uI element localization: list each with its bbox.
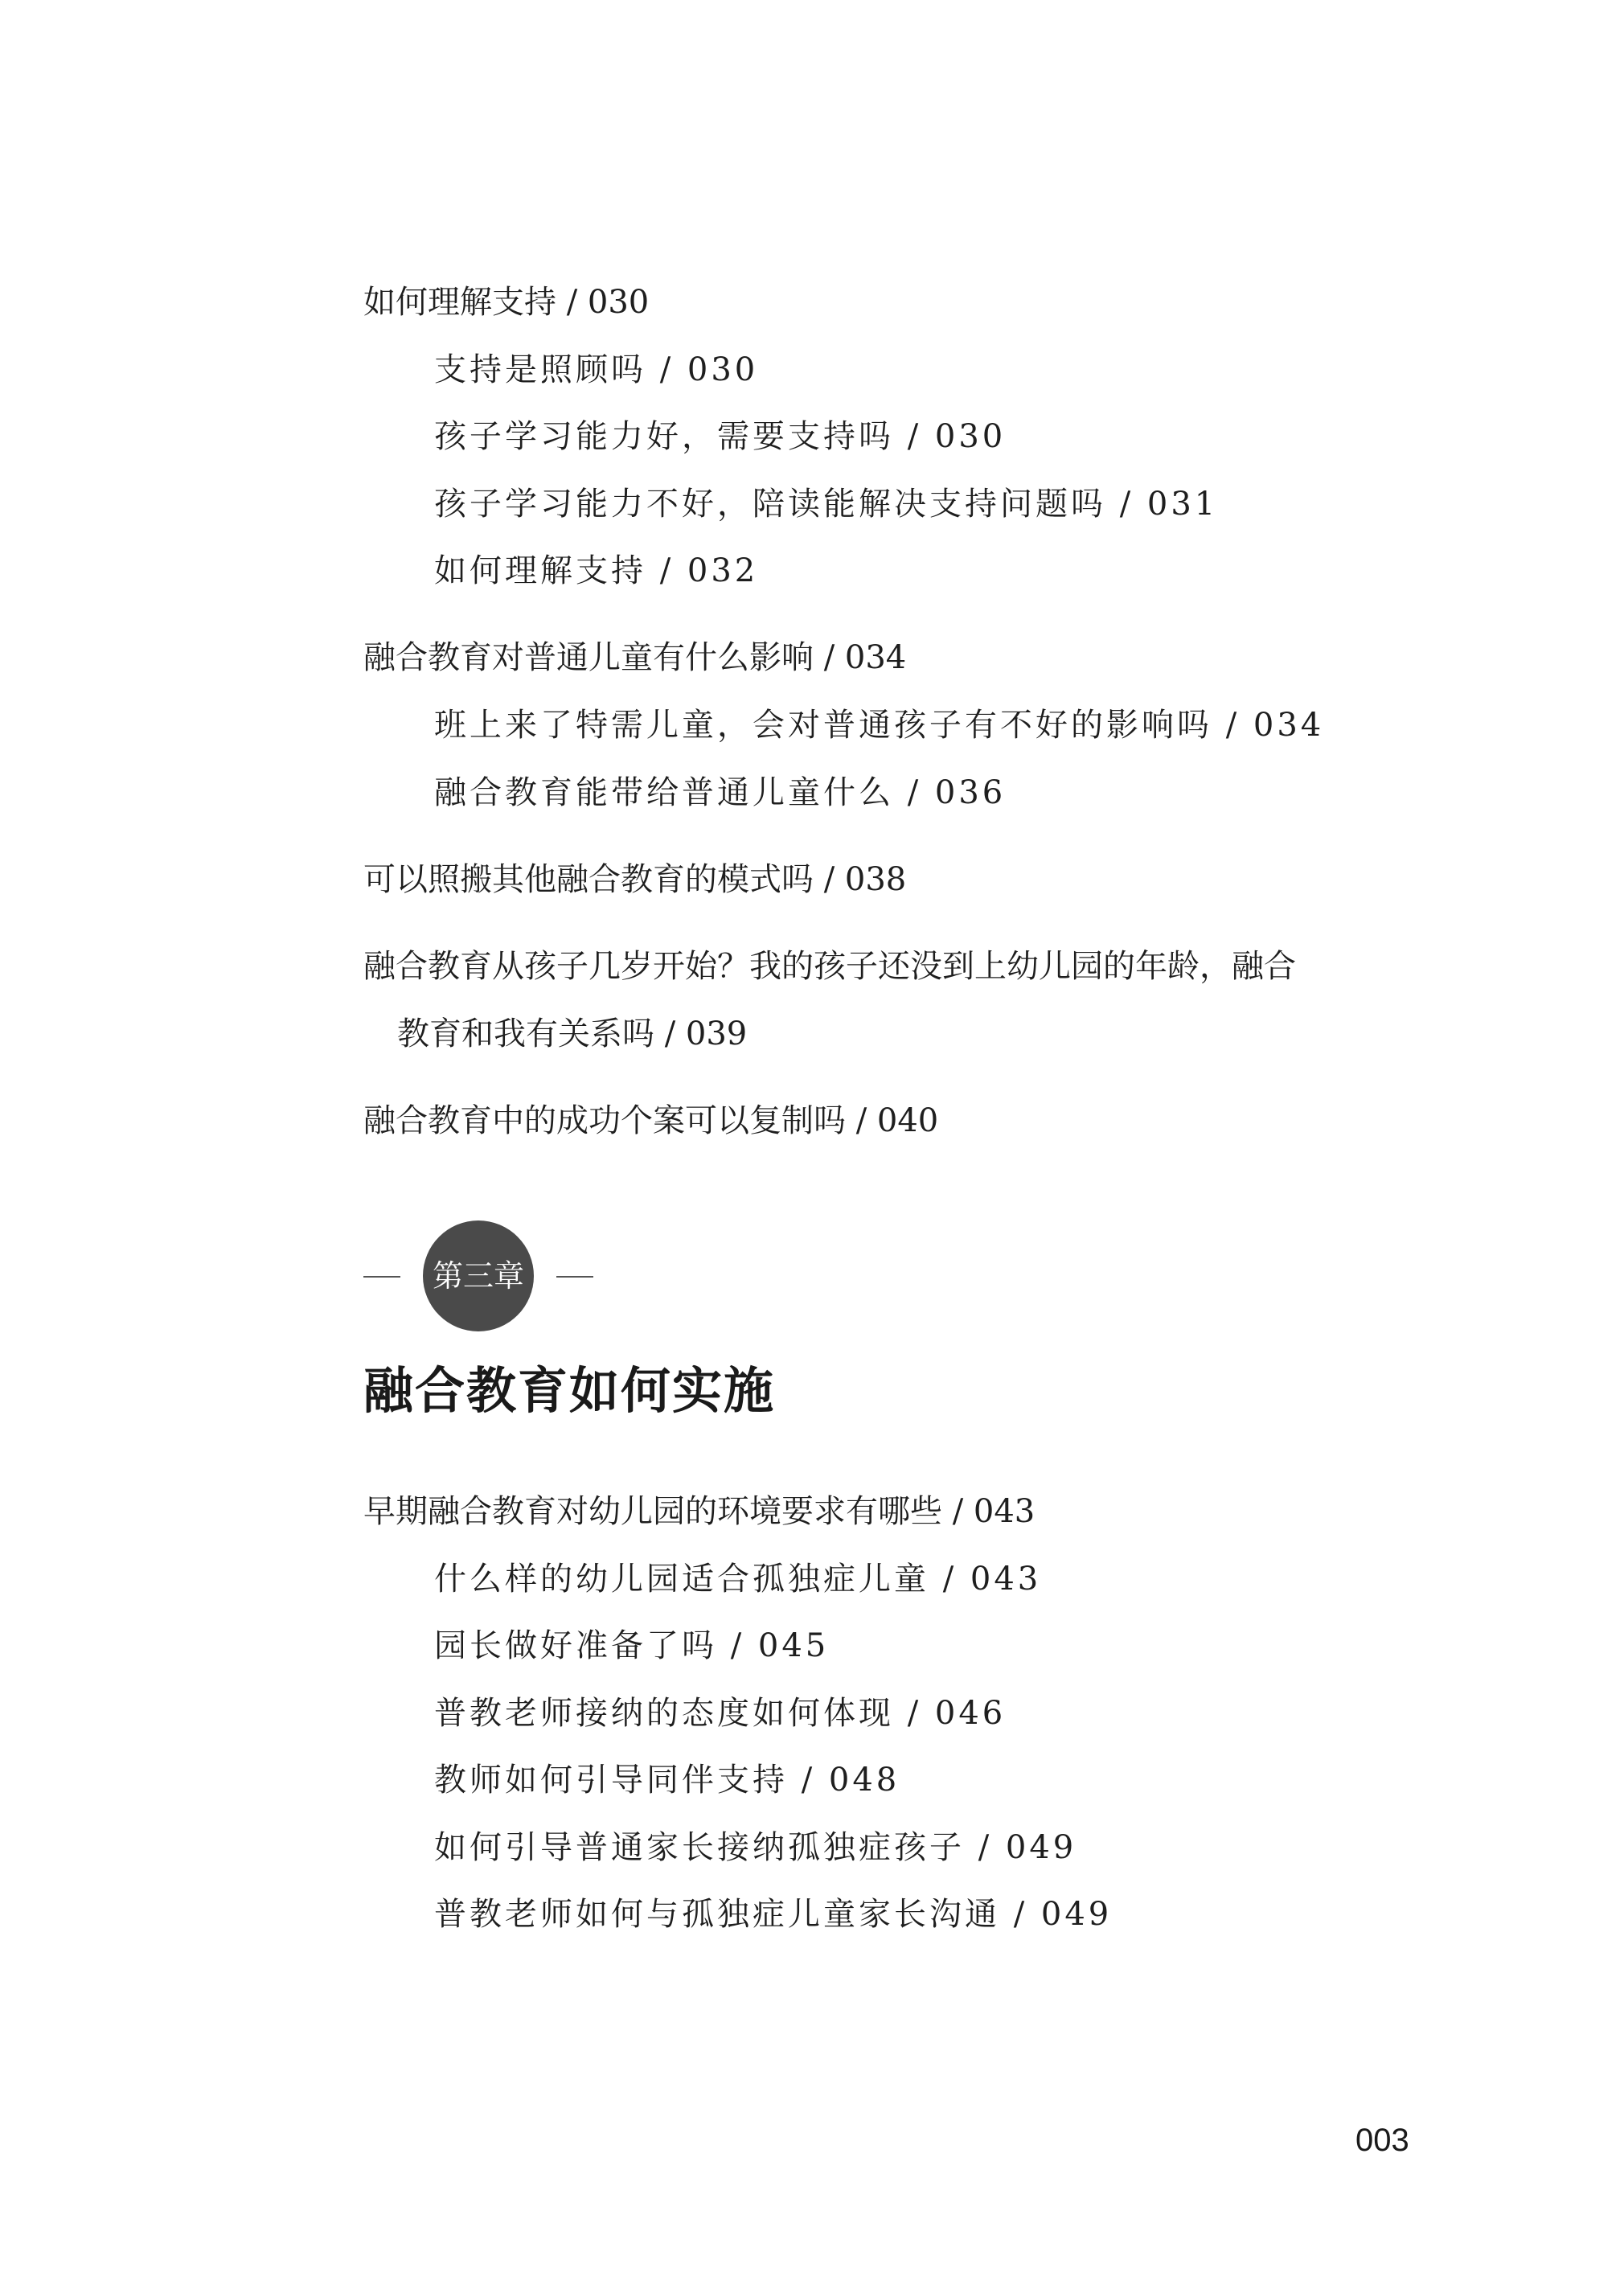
toc-subentry: 园长做好准备了吗 / 045: [434, 1627, 830, 1664]
chapter-dash-right: [556, 1276, 593, 1278]
toc-subentry: 支持是照顾吗 / 030: [434, 351, 759, 388]
toc-entry: 可以照搬其他融合教育的模式吗 / 038: [363, 861, 907, 898]
chapter-title: 融合教育如何实施: [363, 1361, 776, 1420]
toc-entry: 融合教育从孩子几岁开始？我的孩子还没到上幼儿园的年龄，融合: [363, 948, 1296, 985]
toc-subentry: 如何引导普通家长接纳孤独症孩子 / 049: [434, 1829, 1077, 1866]
toc-subentry: 普教老师如何与孤独症儿童家长沟通 / 049: [434, 1896, 1113, 1933]
chapter-badge: 第三章: [423, 1220, 534, 1331]
chapter-heading: [363, 1220, 846, 1333]
chapter-dash-left: [363, 1276, 400, 1278]
toc-entry: 如何理解支持 / 030: [363, 284, 650, 321]
toc-entry-continuation: 教育和我有关系吗 / 039: [397, 1015, 748, 1052]
toc-subentry: 孩子学习能力好，需要支持吗 / 030: [434, 418, 1007, 455]
toc-entry: 早期融合教育对幼儿园的环境要求有哪些 / 043: [363, 1493, 1036, 1530]
toc-subentry: 教师如何引导同伴支持 / 048: [434, 1762, 900, 1799]
toc-subentry: 班上来了特需儿童，会对普通孩子有不好的影响吗 / 034: [434, 707, 1325, 744]
page-number: 003: [1355, 2123, 1409, 2158]
toc-subentry: 什么样的幼儿园适合孤独症儿童 / 043: [434, 1561, 1042, 1598]
toc-subentry: 融合教育能带给普通儿童什么 / 036: [434, 774, 1007, 811]
toc-subentry: 普教老师接纳的态度如何体现 / 046: [434, 1695, 1007, 1732]
toc-subentry: 如何理解支持 / 032: [434, 552, 759, 589]
toc-entry: 融合教育对普通儿童有什么影响 / 034: [363, 639, 907, 676]
toc-entry: 融合教育中的成功个案可以复制吗 / 040: [363, 1102, 939, 1139]
toc-subentry: 孩子学习能力不好，陪读能解决支持问题吗 / 031: [434, 486, 1219, 523]
